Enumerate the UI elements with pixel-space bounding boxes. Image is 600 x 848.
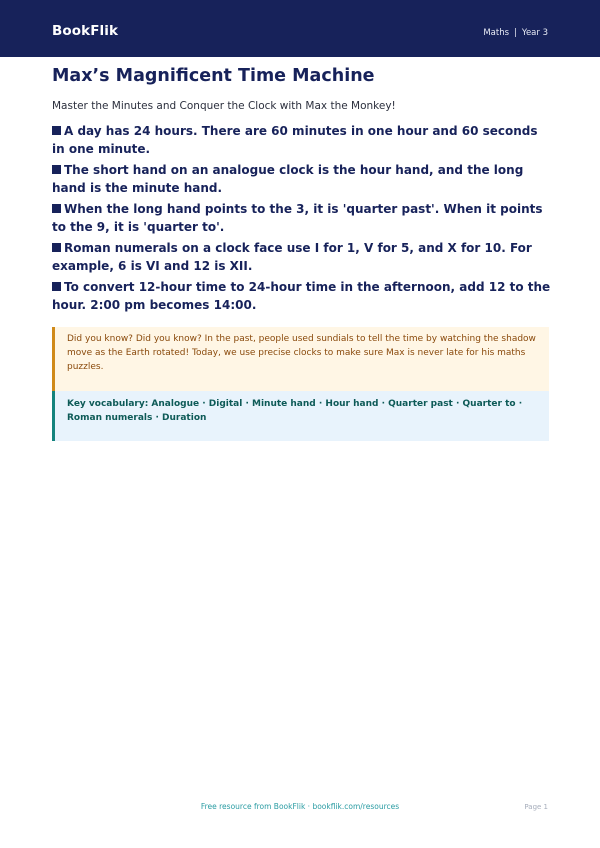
fact-text: The short hand on an analogue clock is the hour hand, and the long hand is the minute hand. [52, 163, 524, 195]
page-subtitle: Master the Minutes and Conquer the Clock with Max the Monkey! [52, 100, 396, 112]
subject-label: Maths [483, 28, 510, 38]
square-bullet-icon [52, 243, 61, 252]
header-meta [483, 28, 548, 38]
fact-text: Roman numerals on a clock face use I for 1, V for 5, and X for 10. For example, 6 is VI and 12 is XII. [52, 241, 532, 273]
page-title: Max’s Magnificent Time Machine [52, 66, 375, 86]
square-bullet-icon [52, 282, 61, 291]
page-number: Page 1 [524, 803, 548, 811]
square-bullet-icon [52, 126, 61, 135]
year-label: Year 3 [521, 28, 548, 38]
fact-list [52, 122, 552, 317]
fact-item [52, 200, 552, 236]
fact-item [52, 239, 552, 275]
fact-text: A day has 24 hours. There are 60 minutes in one hour and 60 seconds in one minute. [52, 124, 538, 156]
square-bullet-icon [52, 165, 61, 174]
brand-logo[interactable]: BookFlik [52, 23, 119, 39]
footer-link[interactable]: Free resource from BookFlik · bookflik.com/resources [200, 802, 400, 811]
square-bullet-icon [52, 204, 61, 213]
page-header [0, 0, 600, 57]
fact-text: To convert 12-hour time to 24-hour time in the afternoon, add 12 to the hour. 2:00 pm becomes 14:00. [52, 280, 551, 312]
did-you-know-callout: Did you know? Did you know? In the past, people used sundials to tell the time by watching the shadow move as the Earth rotated! Today, we use precise clocks to make sure Max is never late for his maths puzzles. [52, 327, 549, 391]
fact-text: When the long hand points to the 3, it is 'quarter past'. When it points to the 9, it is 'quarter to'. [52, 202, 543, 234]
key-vocabulary-box: Key vocabulary: Analogue · Digital · Minute hand · Hour hand · Quarter past · Quarter to · Roman numerals · Duration [52, 391, 549, 441]
meta-separator: | [514, 28, 517, 38]
fact-item [52, 161, 552, 197]
fact-item [52, 122, 552, 158]
fact-item [52, 278, 552, 314]
